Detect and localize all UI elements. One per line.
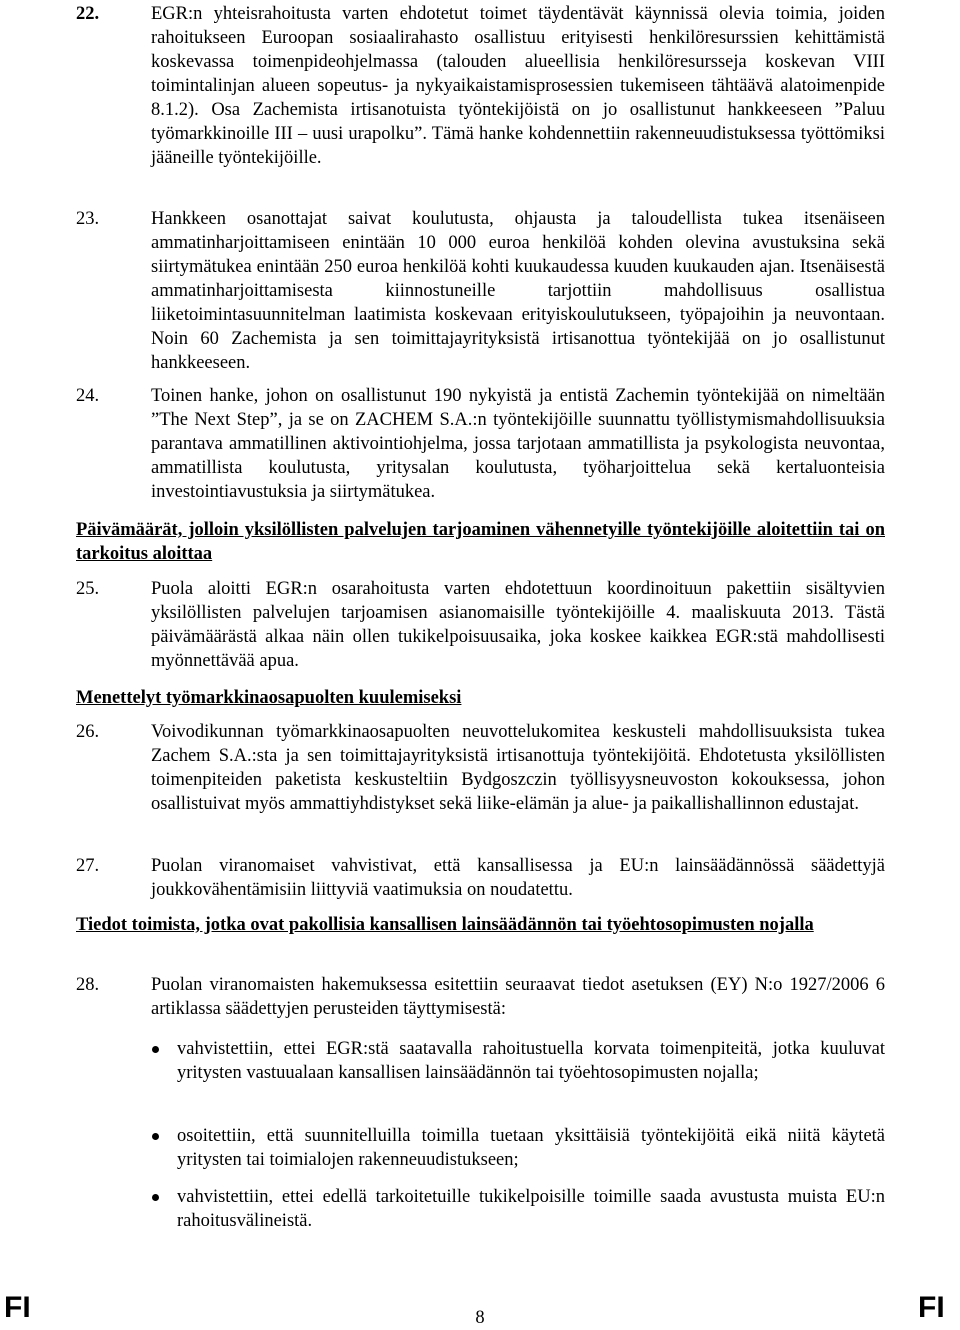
language-code-left: FI — [4, 1291, 31, 1324]
paragraph-number: 26. — [76, 722, 100, 742]
section-heading-mandatory-actions: Tiedot toimista, jotka ovat pakollisia kansallisen lainsäädännön tai työehtosopimusten nojalla — [76, 915, 814, 935]
bullet-icon — [152, 1194, 159, 1201]
section-heading-consultation: Menettelyt työmarkkinaosapuolten kuulemiseksi — [76, 688, 462, 708]
bullet-text: vahvistettiin, ettei EGR:stä saatavalla rahoitustuella korvata toimenpiteitä, jotka kuuluvat yritysten vastuualaan kansallisen lainsäädännön tai työehtosopimusten nojalla; — [177, 1039, 885, 1083]
paragraph-27 — [76, 854, 885, 902]
paragraph-text: Puolan viranomaisten hakemuksessa esitettiin seuraavat tiedot asetuksen (EY) N:o 1927/2006 6 artiklassa säädettyjen perusteiden täyttymisestä: — [151, 975, 885, 1019]
paragraph-25 — [76, 577, 885, 673]
paragraph-text: Puola aloitti EGR:n osarahoitusta varten ehdotettuun koordinoituun pakettiin sisältyvien yksilöllisten palvelujen tarjoamisen asianomaisille työntekijöille 4. maaliskuuta 2013. Tästä päivämäärästä alkaa näin ollen tukikelpoisuusaika, joka koskee kaikkea EGR:stä mahdollisesti myönnettävää apua. — [151, 579, 885, 671]
paragraph-text: Voivodikunnan työmarkkinaosapuolten neuvottelukomitea keskusteli mahdollisuuksista tukea Zachem S.A.:sta ja sen toimittajayrityksistä irtisanottuja työntekijöitä. Ehdotetusta yksilöllisten toimenpiteiden paketista keskusteltiin Bydgoszczin työllisyysneuvoston kokouksessa, johon osallistuivat myös ammattiyhdistykset sekä liike-elämän ja alue- ja paikallishallinnon edustajat. — [151, 722, 885, 814]
paragraph-text: Toinen hanke, johon on osallistunut 190 nykyistä ja entistä Zachemin työntekijää on nimeltään ”The Next Step”, ja se on ZACHEM S.A.:n työntekijöille suunnattu työllistymismahdollisuuksia parantava ammatillinen aktivointiohjelma, jossa tarjotaan ammatillista ja psykologista neuvontaa, ammatillista koulutusta, yritysalan koulutusta, työharjoittelua sekä kertaluonteisia investointiavustuksia ja siirtymätukea. — [151, 386, 885, 502]
paragraph-number: 28. — [76, 975, 100, 995]
paragraph-24 — [76, 384, 885, 504]
bullet-item — [150, 1185, 885, 1233]
bullet-text: osoitettiin, että suunnitelluilla toimilla tuetaan yksittäisiä työntekijöitä eikä niitä käytetä yritysten tai toimialojen rakenneuudistukseen; — [177, 1126, 885, 1170]
paragraph-number: 23. — [76, 209, 100, 229]
language-code-right: FI — [918, 1291, 945, 1324]
bullet-icon — [152, 1133, 159, 1140]
paragraph-22 — [76, 2, 885, 170]
bullet-item — [150, 1037, 885, 1085]
bullet-text: vahvistettiin, ettei edellä tarkoitetuille tukikelpoisille toimille saada avustusta muista EU:n rahoitusvälineistä. — [177, 1187, 885, 1231]
paragraph-number: 27. — [76, 856, 100, 876]
paragraph-number: 24. — [76, 386, 100, 406]
bullet-icon — [152, 1046, 159, 1053]
paragraph-text: Puolan viranomaiset vahvistivat, että kansallisessa ja EU:n lainsäädännössä säädettyjä joukkovähentämisiin liittyviä vaatimuksia on noudatettu. — [151, 856, 885, 900]
paragraph-number: 25. — [76, 579, 100, 599]
page-number: 8 — [475, 1308, 485, 1328]
bullet-item — [150, 1124, 885, 1172]
paragraph-26 — [76, 720, 885, 816]
paragraph-28 — [76, 973, 885, 1021]
section-heading-dates: Päivämäärät, jolloin yksilöllisten palvelujen tarjoaminen vähennetyille työntekijöille aloitettiin tai on tarkoitus aloittaa — [76, 520, 885, 564]
paragraph-23 — [76, 207, 885, 375]
paragraph-text: EGR:n yhteisrahoitusta varten ehdotetut toimet täydentävät käynnissä olevia toimia, joiden rahoitukseen Euroopan sosiaalirahasto osallistuu erityisesti henkilöresurssien kehittämistä koskevassa toimenpideohjelmassa (talouden alueellisia henkilöresursseja koskevan VIII toimintalinjan alueen sopeutus- ja nykyaikaistamisprosessien tukemiseen tähtäävä alatoimenpide 8.1.2). Osa Zachemista irtisanotuista työntekijöistä on jo osallistunut hankkeeseen ”Paluu työmarkkinoille III – uusi urapolku”. Tämä hanke kohdennettiin rakenneuudistuksessa työttömiksi jääneille työntekijöille. — [151, 4, 885, 168]
paragraph-text: Hankkeen osanottajat saivat koulutusta, ohjausta ja taloudellista tukea itsenäiseen ammatinharjoittamiseen enintään 10 000 euroa henkilöä kohden olevina avustuksina sekä siirtymätukea enintään 250 euroa henkilöä kohti kuukaudessa kuuden kuukauden ajan. Itsenäisestä ammatinharjoittamisesta kiinnostuneille tarjottiin mahdollisuus osallistua liiketoimintasuunnitelman laatimista koskevaan erityiskoulutukseen, työpajoihin ja neuvontaan. Noin 60 Zachemista ja sen toimittajayrityksistä irtisanottua työntekijää on jo osallistunut hankkeeseen. — [151, 209, 885, 373]
paragraph-number: 22. — [76, 4, 100, 24]
